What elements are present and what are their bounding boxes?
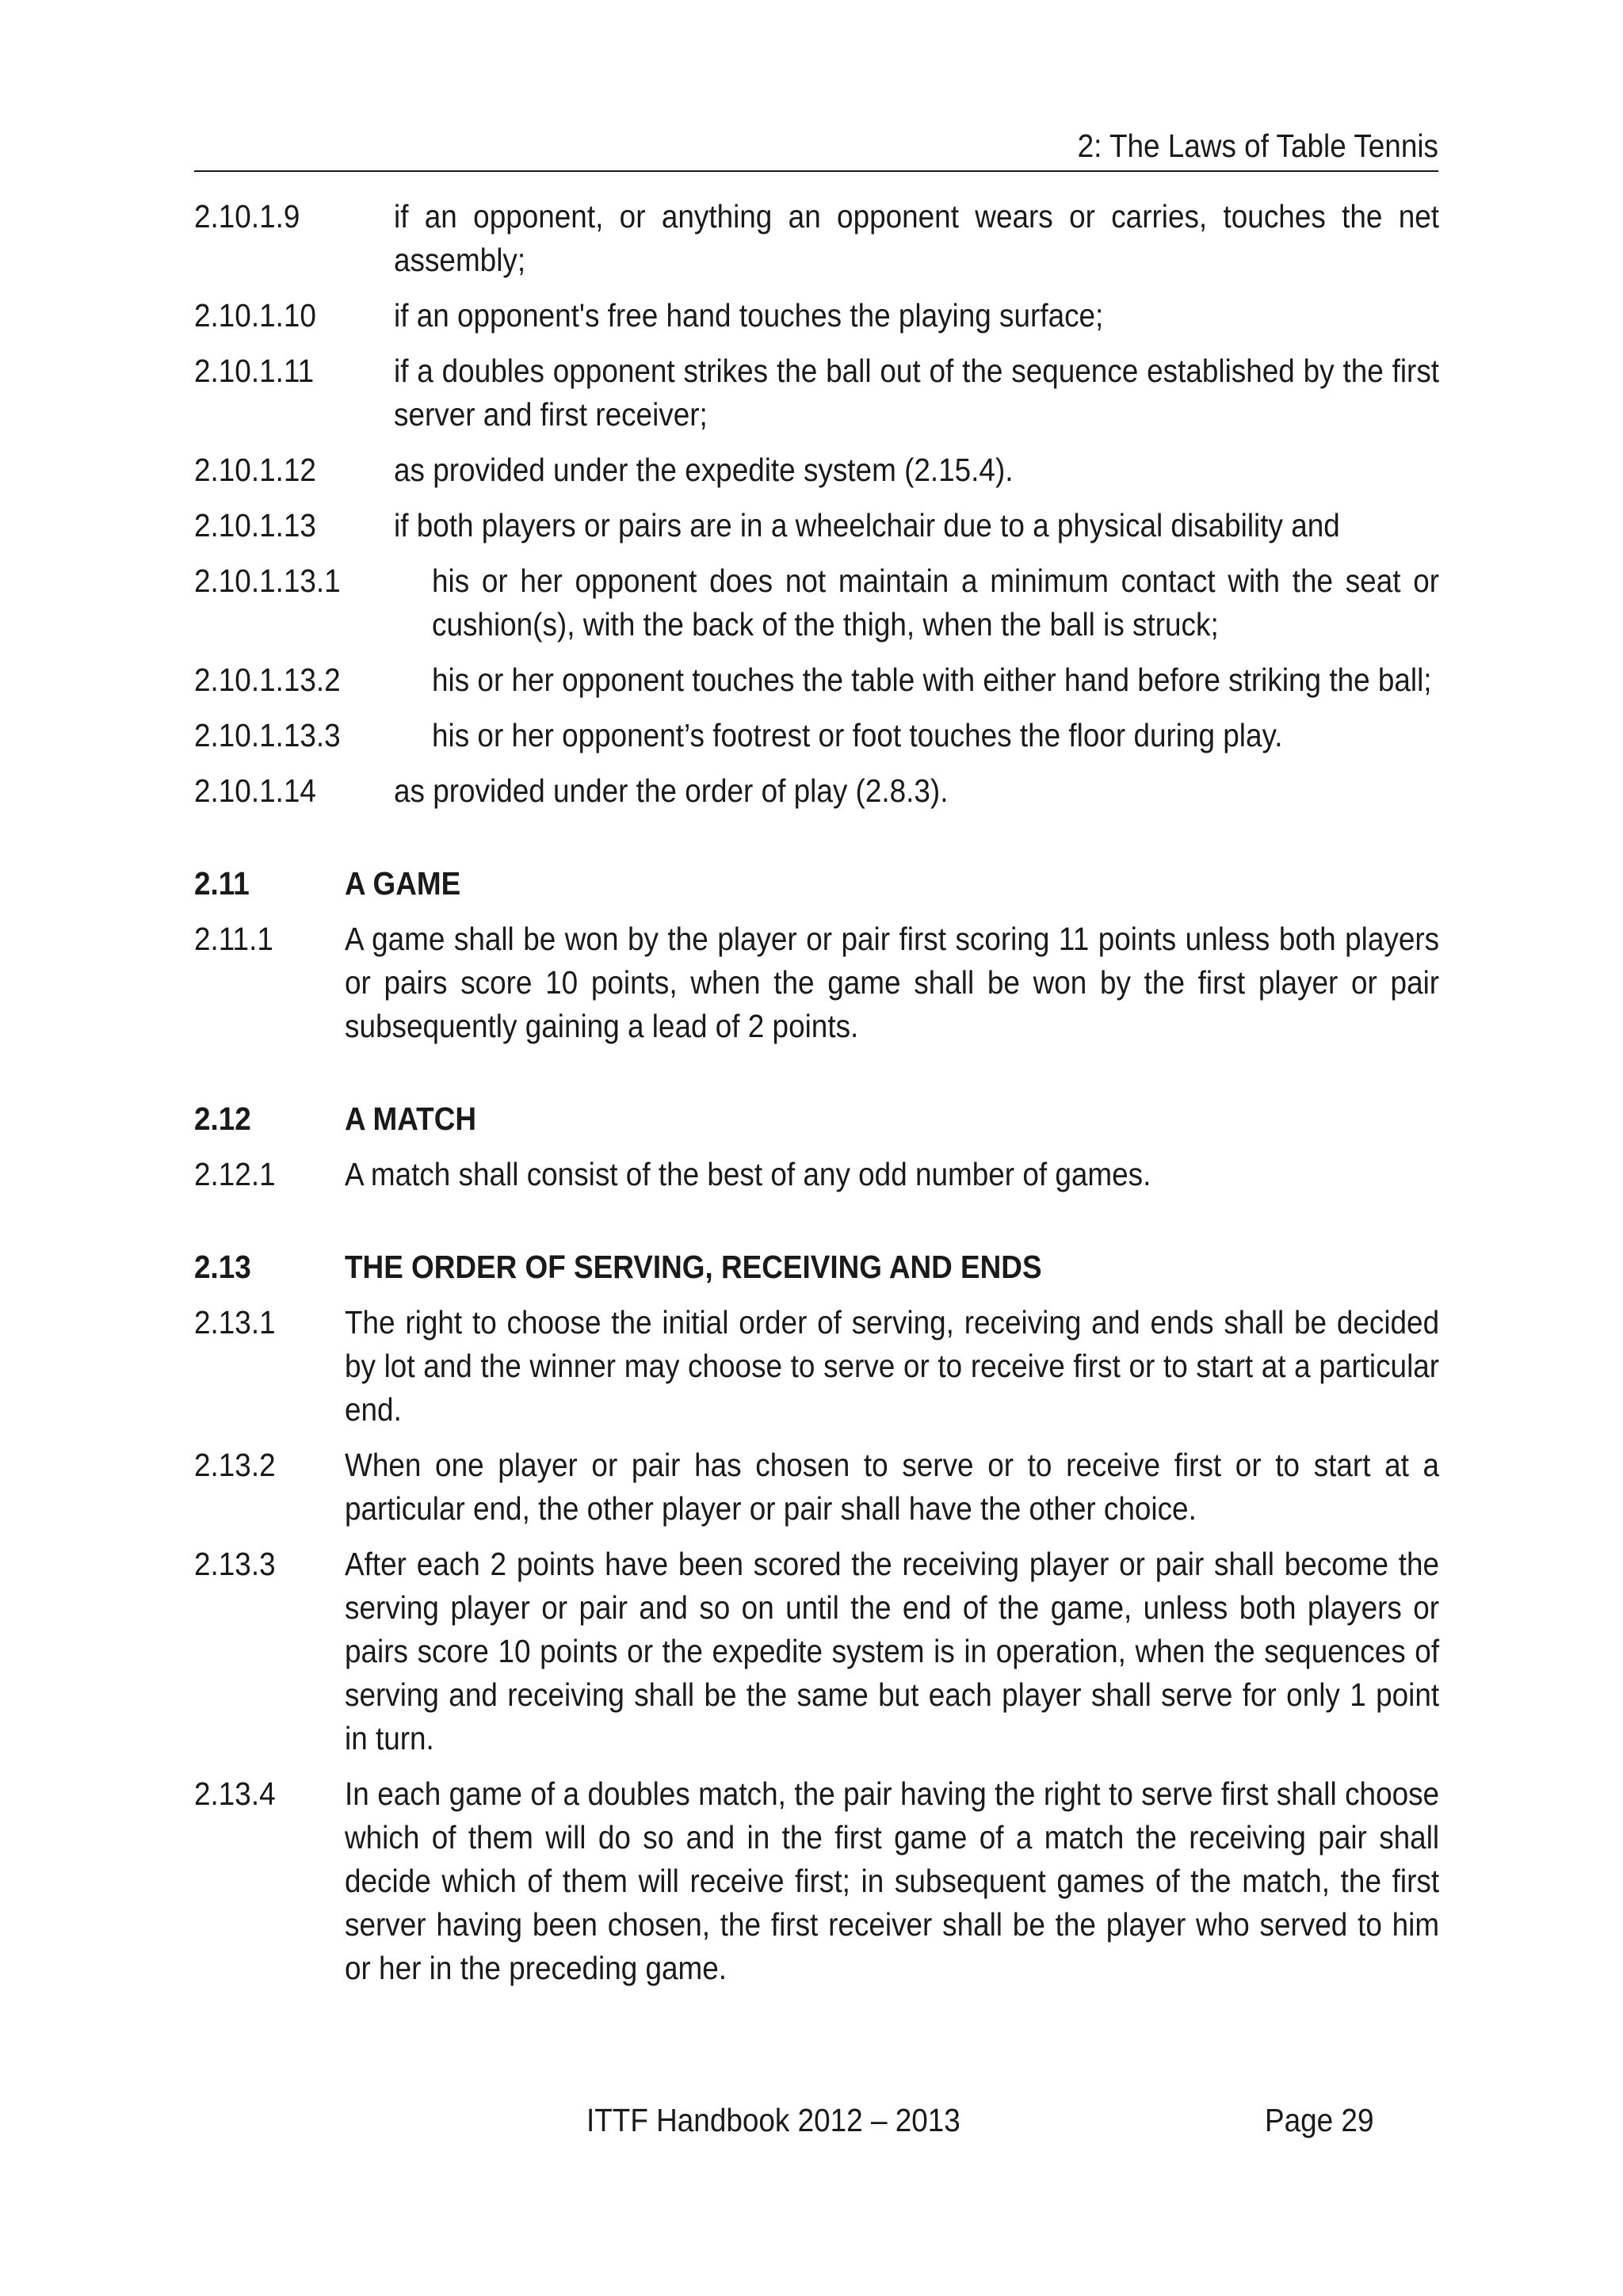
clause-number: 2.10.1.12	[194, 452, 316, 488]
clause-text: if a doubles opponent strikes the ball out of the sequence established by the first server and first receiver;	[394, 353, 1440, 433]
clause-2-10-1-10	[194, 294, 1438, 338]
clause-text: A game shall be won by the player or pair first scoring 11 points unless both players or pairs score 10 points, when the game shall be won by the first player or pair subsequently gaining a lead of 2 points.	[345, 921, 1440, 1044]
clause-text: his or her opponent does not maintain a minimum contact with the seat or cushion(s), with the back of the thigh, when the ball is struck;	[432, 563, 1440, 643]
clause-number: 2.13.4	[194, 1775, 276, 1812]
clause-2-10-1-11	[194, 349, 1438, 437]
clause-2-11-1	[194, 917, 1438, 1048]
clause-number: 2.10.1.10	[194, 297, 316, 334]
clause-number: 2.13.1	[194, 1304, 276, 1341]
clause-2-13-1	[194, 1301, 1438, 1432]
clause-text: After each 2 points have been scored the receiving player or pair shall become the serving player or pair and so on until the end of the game, unless both players or pairs score 10 points or the expedite system is in operation, when the sequences of serving and receiving shall be the same but each player shall serve for only 1 point in turn.	[345, 1546, 1440, 1756]
clause-2-10-1-13-3	[194, 714, 1438, 757]
section-title: THE ORDER OF SERVING, RECEIVING AND ENDS	[345, 1249, 1042, 1285]
clause-number: 2.10.1.13.1	[194, 563, 341, 599]
clause-number: 2.10.1.14	[194, 772, 316, 809]
header-rule	[194, 170, 1438, 172]
clause-number: 2.10.1.9	[194, 198, 300, 235]
clause-2-10-1-14	[194, 769, 1438, 813]
clause-2-10-1-13	[194, 504, 1438, 547]
section-number: 2.11	[194, 865, 250, 902]
clause-2-13-2	[194, 1444, 1438, 1531]
section-title: A GAME	[345, 865, 461, 902]
clause-text: A match shall consist of the best of any odd number of games.	[345, 1156, 1151, 1192]
clause-text: if an opponent, or anything an opponent wears or carries, touches the net assembly;	[394, 198, 1440, 278]
clause-2-13-4	[194, 1772, 1438, 1990]
document-body	[194, 195, 1438, 2002]
clause-2-10-1-12	[194, 448, 1438, 492]
section-heading-2-13	[194, 1245, 1438, 1289]
clause-number: 2.11.1	[194, 921, 273, 957]
clause-text: his or her opponent touches the table with either hand before striking the ball;	[432, 662, 1432, 698]
clause-number: 2.10.1.13.2	[194, 662, 341, 698]
section-title: A MATCH	[345, 1100, 477, 1137]
clause-text: as provided under the order of play (2.8.3).	[394, 772, 949, 809]
section-number: 2.13	[194, 1249, 251, 1285]
clause-number: 2.10.1.13	[194, 507, 316, 543]
clause-number: 2.13.3	[194, 1546, 276, 1582]
clause-2-10-1-13-1	[194, 559, 1438, 646]
clause-2-13-3	[194, 1543, 1438, 1760]
clause-number: 2.10.1.13.3	[194, 717, 341, 753]
clause-2-10-1-9	[194, 195, 1438, 282]
clause-text: When one player or pair has chosen to serve or to receive first or to start at a particular end, the other player or pair shall have the other choice.	[345, 1447, 1440, 1527]
clause-2-12-1	[194, 1153, 1438, 1196]
clause-text: his or her opponent’s footrest or foot touches the floor during play.	[432, 717, 1283, 753]
section-heading-2-11	[194, 862, 1438, 906]
section-heading-2-12	[194, 1097, 1438, 1141]
clause-text: if an opponent's free hand touches the playing surface;	[394, 297, 1104, 334]
footer-publication: ITTF Handbook 2012 – 2013	[586, 2102, 960, 2138]
clause-number: 2.13.2	[194, 1447, 276, 1483]
footer-page-number: Page 29	[1265, 2102, 1374, 2138]
running-header: 2: The Laws of Table Tennis	[1077, 128, 1438, 164]
clause-text: as provided under the expedite system (2.15.4).	[394, 452, 1014, 488]
clause-text: if both players or pairs are in a wheelchair due to a physical disability and	[394, 507, 1340, 543]
clause-text: In each game of a doubles match, the pair having the right to serve first shall choose which of them will do so and in the first game of a match the receiving pair shall decide which of them will receive first; in subsequent games of the match, the first server having been chosen, the first receiver shall be the player who served to him or her in the preceding game.	[345, 1775, 1440, 1986]
clause-number: 2.10.1.11	[194, 353, 315, 389]
clause-text: The right to choose the initial order of serving, receiving and ends shall be decided by lot and the winner may choose to serve or to receive first or to start at a particular end.	[345, 1304, 1440, 1428]
section-number: 2.12	[194, 1100, 251, 1137]
clause-number: 2.12.1	[194, 1156, 276, 1192]
clause-2-10-1-13-2	[194, 658, 1438, 702]
